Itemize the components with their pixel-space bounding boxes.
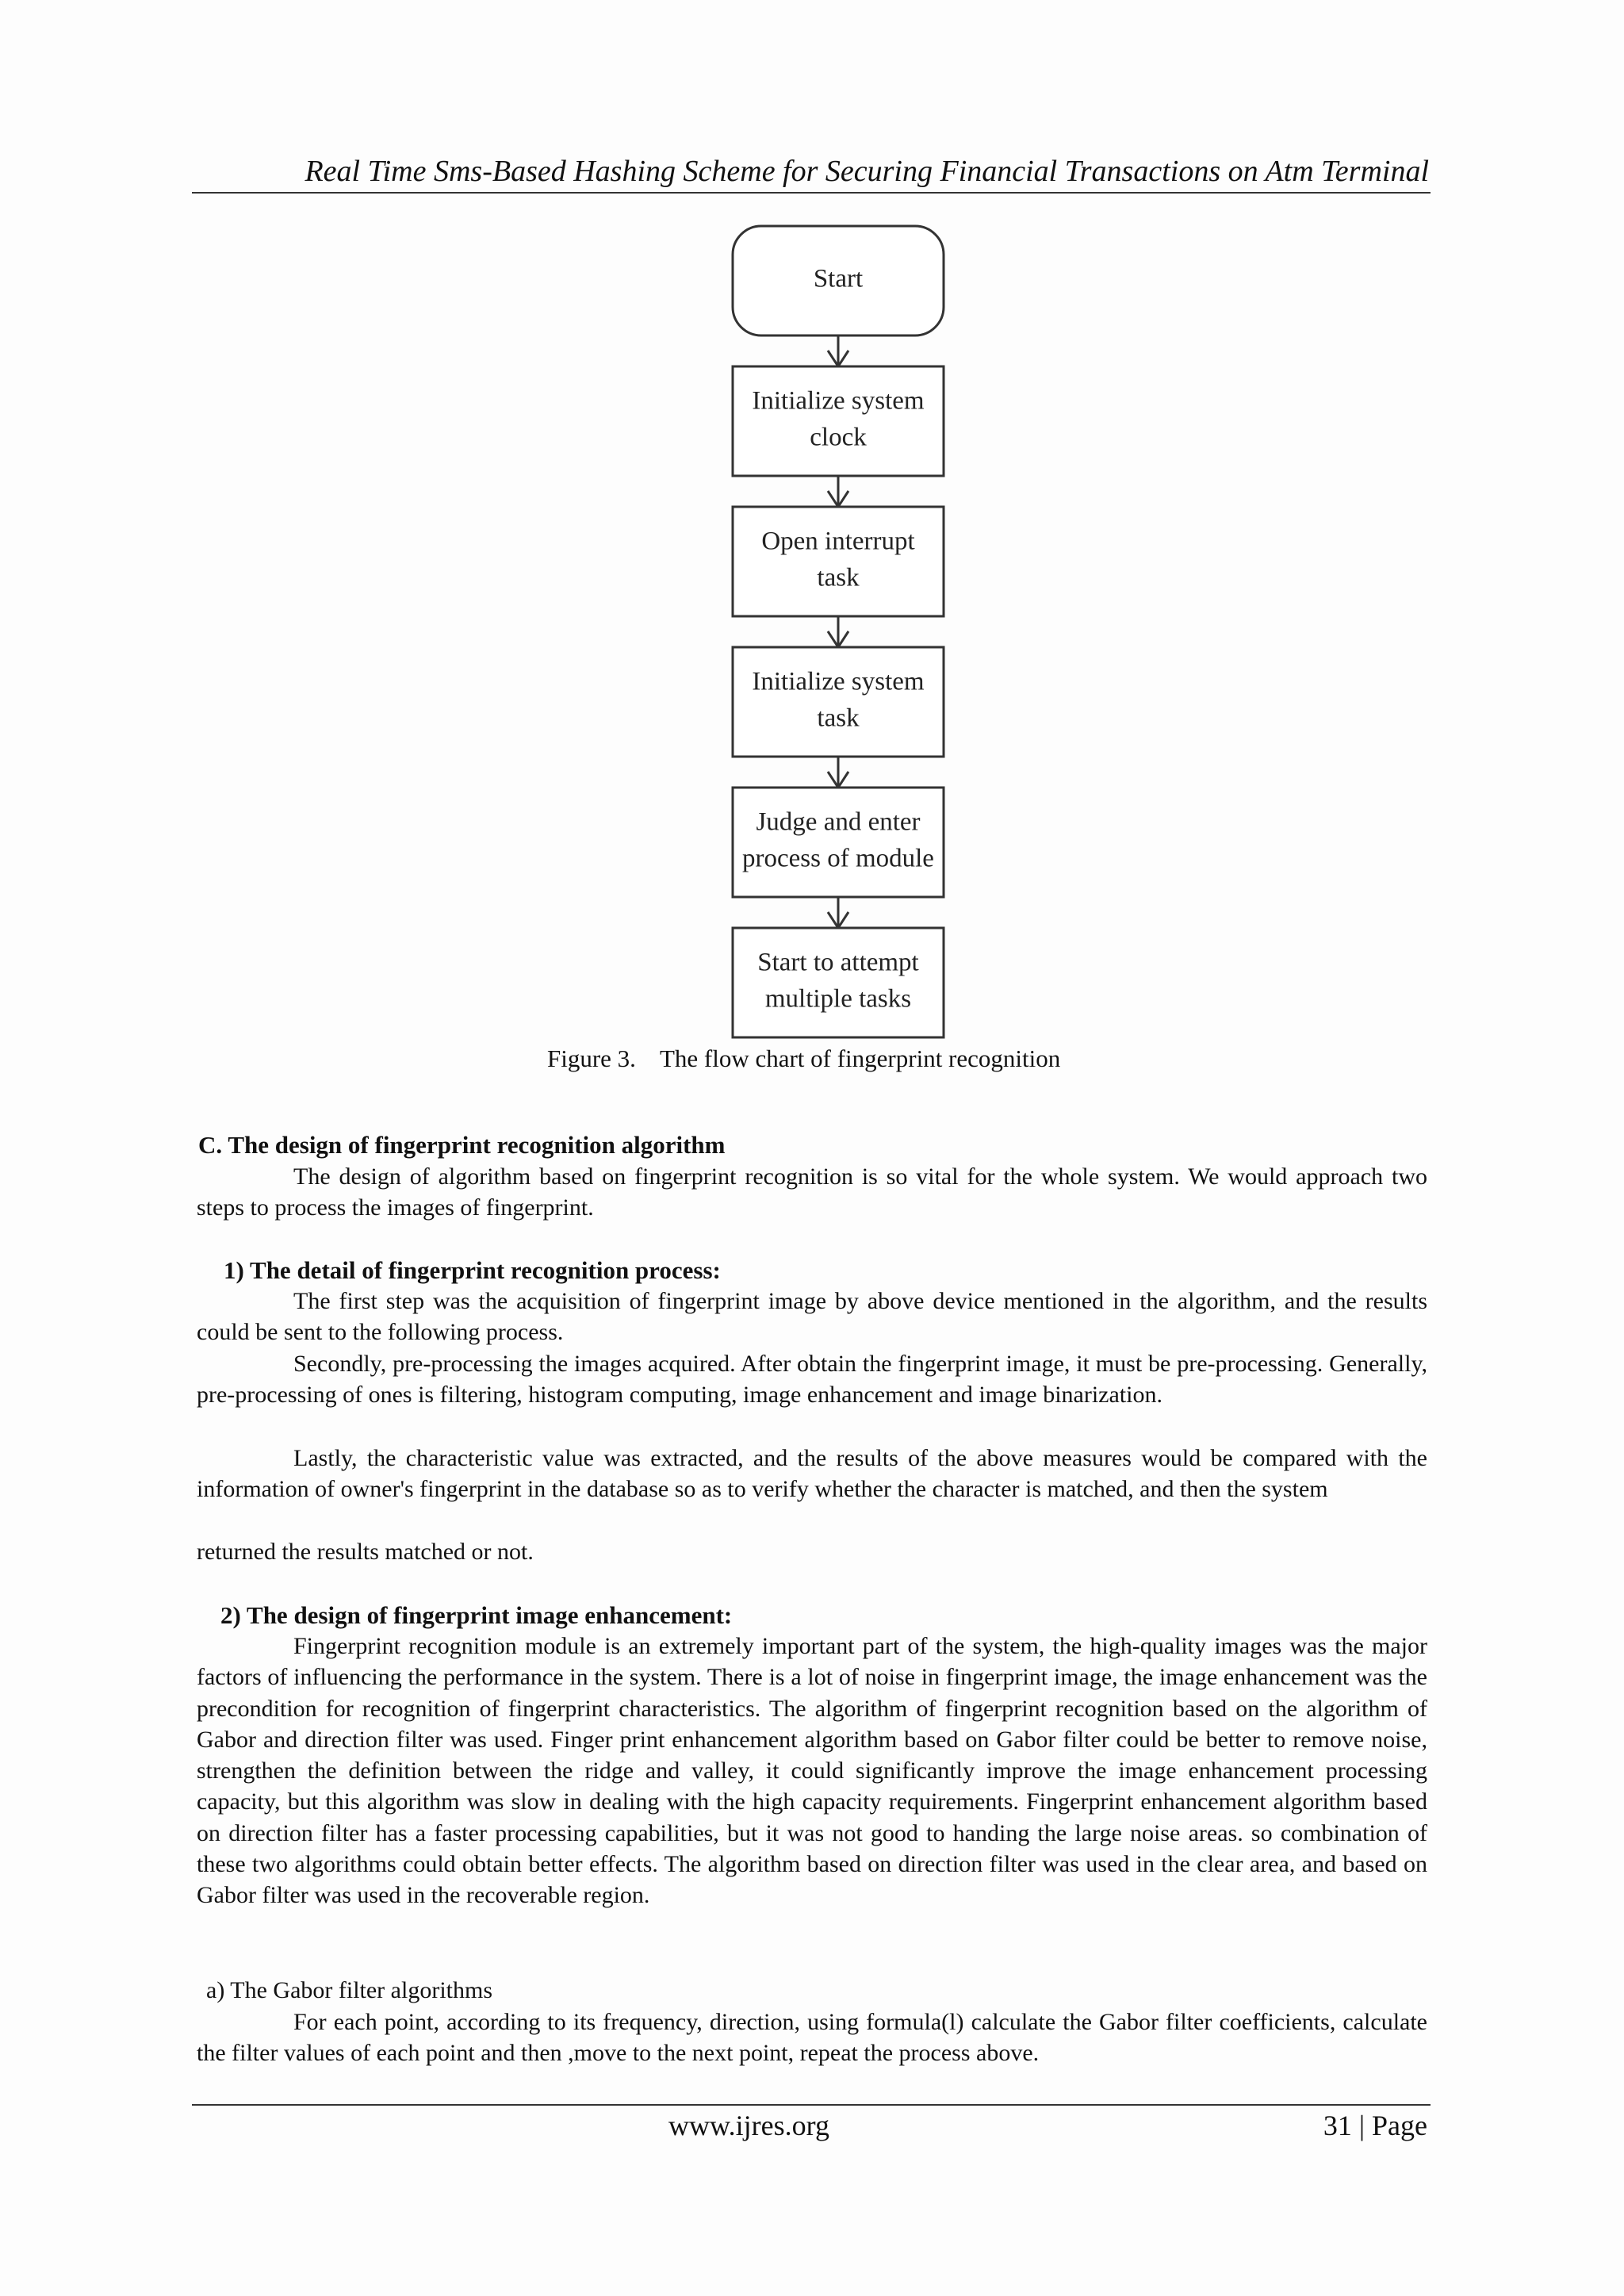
flowchart xyxy=(0,0,1624,1047)
figure-caption xyxy=(547,1043,1086,1075)
flowchart-node-label: multiple tasks xyxy=(764,984,912,1014)
flowchart-node-label: Start to attempt xyxy=(757,948,919,977)
subsection-2a-paragraph: For each point, according to its frequency, direction, using formula(l) calculate the Gabor filter coefficients, calculate the filter values of each point and then ,move to the next point, repeat the process above. xyxy=(197,2009,1427,2067)
footer-url: www.ijres.org xyxy=(668,2110,829,2141)
running-header: Real Time Sms-Based Hashing Scheme for Securing Financial Transactions on Atm Terminal xyxy=(304,155,1429,188)
flowchart-node-init-clock xyxy=(733,366,944,476)
subsection-1-paragraph-1: The first step was the acquisition of fingerprint image by above device mentioned in the algorithm, and the results could be sent to the following process. xyxy=(197,1288,1427,1346)
section-c-paragraph: The design of algorithm based on fingerprint recognition is so vital for the whole system. We would approach two steps to process the images of fingerprint. xyxy=(197,1163,1427,1221)
subsection-2-paragraph: Fingerprint recognition module is an extremely important part of the system, the high-quality images was the major factors of influencing the performance in the system. There is a lot of noise in fingerprint image, the image enhancement was the precondition for recognition of fingerprint characteristics. The algorithm of fingerprint recognition based on the algorithm of Gabor and direction filter was used. Finger print enhancement algorithm based on Gabor filter could be better to remove noise, strengthen the definition between the ridge and valley, it could significantly improve the image enhancement processing capacity, but this algorithm was slow in dealing with the high capacity requirements. Fingerprint enhancement algorithm based on direction filter has a faster processing capabilities, but it was not good to handing the large noise areas. so combination of these two algorithms could obtain better effects. The algorithm based on direction filter was used in the clear area, and based on Gabor filter was used in the recoverable region. xyxy=(197,1633,1427,1909)
flowchart-node-label: process of module xyxy=(742,844,934,873)
section-c-heading: C. The design of fingerprint recognition algorithm xyxy=(198,1131,726,1159)
flowchart-node-init-task xyxy=(733,647,944,757)
figure-caption-text: The flow chart of fingerprint recognition xyxy=(659,1045,1061,1072)
flowchart-node-label: Start xyxy=(813,264,864,293)
flowchart-node-label: task xyxy=(817,703,860,733)
figure-3 xyxy=(0,0,1624,1110)
footer-rule xyxy=(192,2104,1431,2106)
subsection-1-heading: 1) The detail of fingerprint recognition process: xyxy=(224,1256,721,1284)
flowchart-node-label: clock xyxy=(810,423,867,452)
subsection-1-paragraph-3: Lastly, the characteristic value was extracted, and the results of the above measures would be compared with the information of owner's fingerprint in the database so as to verify whether the character is matched, and then the system xyxy=(197,1445,1427,1503)
flowchart-node-label: Initialize system xyxy=(752,386,925,416)
flowchart-node-label: Initialize system xyxy=(752,667,925,696)
flowchart-node-label: task xyxy=(817,563,860,592)
flowchart-node-label: Judge and enter xyxy=(756,807,921,837)
figure-caption-number: Figure 3. xyxy=(547,1045,636,1072)
subsection-2-heading: 2) The design of fingerprint image enhancement: xyxy=(220,1601,733,1629)
flowchart-node-open-interrupt xyxy=(733,507,944,616)
subsection-1-paragraph-2: Secondly, pre-processing the images acquired. After obtain the fingerprint image, it must be pre-processing. Generally, pre-processing of ones is filtering, histogram computing, image enhancement and image binarization. xyxy=(197,1351,1427,1409)
flowchart-node-multi xyxy=(733,928,944,1037)
subsection-1-tail: returned the results matched or not. xyxy=(197,1539,534,1565)
flowchart-node-judge xyxy=(733,788,944,897)
subsection-2a-heading: a) The Gabor filter algorithms xyxy=(206,1977,492,2003)
footer-page-number: 31 | Page xyxy=(1323,2110,1427,2141)
flowchart-node-label: Open interrupt xyxy=(761,527,915,556)
